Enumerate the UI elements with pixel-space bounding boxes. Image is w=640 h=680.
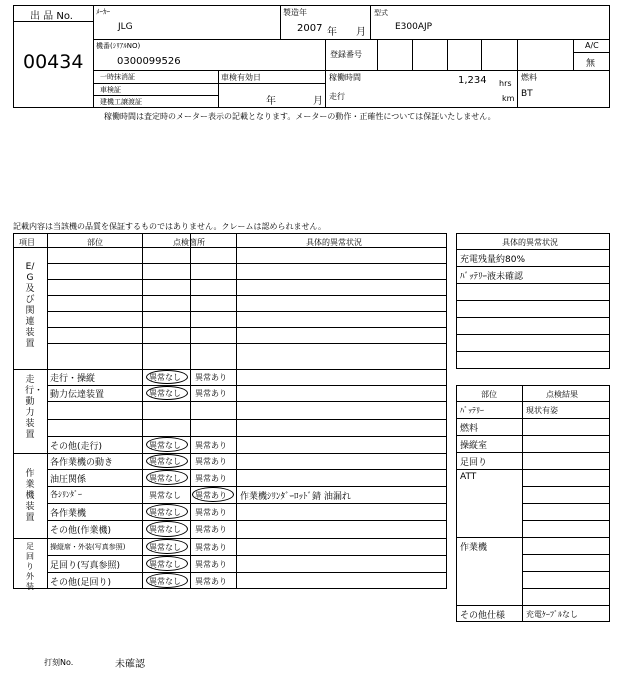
year-unit: 年 <box>327 27 337 38</box>
row-detail: 作業機ｼﾘﾝﾀﾞｰﾛｯﾄﾞ錆 油漏れ <box>240 492 351 502</box>
row-abnormal: 異常あり <box>195 389 227 398</box>
check-part: 操縦室 <box>460 441 488 451</box>
row-part: その他(走行) <box>50 442 103 452</box>
check-result: 充電ｹｰﾌﾞﾙなし <box>526 610 578 619</box>
hours-value: 1,234 <box>458 75 487 86</box>
row-normal: 異常なし <box>149 543 181 552</box>
row-abnormal: 異常あり <box>195 457 227 466</box>
row-normal: 異常なし <box>149 508 181 517</box>
disclaimer: 記載内容は当該機の品質を保証するものではありません。クレームは認められません。 <box>13 222 326 231</box>
check-part: 作業機 <box>460 543 488 553</box>
row-part: 各作業機の動き <box>50 458 114 468</box>
group-label-undercarriage: 足回り外装 <box>26 542 34 591</box>
row-normal: 異常なし <box>149 525 181 534</box>
row-part: その他(作業機) <box>50 526 112 536</box>
row-abnormal: 異常あり <box>195 474 227 483</box>
group-label-engine: E/G及び関連装置 <box>25 262 35 349</box>
row-part: 各ｼﾘﾝﾀﾞｰ <box>50 490 82 499</box>
right-detail-line: ﾊﾞｯﾃﾘｰ液未確認 <box>460 272 524 282</box>
row-normal: 異常なし <box>149 577 181 586</box>
row-part: その他(足回り) <box>50 578 112 588</box>
model-label: 型式 <box>374 9 388 17</box>
row-normal: 異常なし <box>149 560 181 569</box>
ac-value: 無 <box>586 59 596 69</box>
right-detail-line: 充電残量約80% <box>460 255 526 265</box>
cert-transfer: 建機工譲渡証 <box>100 98 142 106</box>
row-abnormal: 異常あり <box>195 577 227 586</box>
month-unit: 月 <box>356 27 366 38</box>
inspection-month-unit: 月 <box>313 96 323 107</box>
lot-number: 00434 <box>23 51 84 73</box>
maker-label: ﾒｰｶｰ <box>96 8 110 16</box>
registration-label: 登録番号 <box>330 50 362 59</box>
right-detail-header: 具体的異常状況 <box>502 238 558 247</box>
model-value: E300AJP <box>395 22 433 32</box>
check-result: 現状有姿 <box>526 406 558 415</box>
check-header-part: 部位 <box>481 390 497 399</box>
ac-label: A/C <box>585 41 599 50</box>
row-part: 走行・操縦 <box>50 374 96 384</box>
row-normal: 異常なし <box>149 491 181 500</box>
col-header-detail: 具体的異常状況 <box>306 238 362 247</box>
row-abnormal: 異常あり <box>195 441 227 450</box>
travel-label: 走行 <box>329 92 345 101</box>
hours-label: 稼働時間 <box>329 73 361 82</box>
row-normal: 異常なし <box>149 373 181 382</box>
col-header-checkpoint: 点検箇所 <box>173 238 205 247</box>
row-normal: 異常なし <box>149 474 181 483</box>
row-abnormal: 異常あり <box>195 373 227 382</box>
row-normal: 異常なし <box>149 389 181 398</box>
row-part: 各作業機 <box>50 509 87 519</box>
inspection-year-unit: 年 <box>266 96 276 107</box>
check-part: ﾊﾞｯﾃﾘｰ <box>460 406 484 415</box>
stamp-value: 未確認 <box>115 659 145 670</box>
check-part: その他仕様 <box>460 611 506 621</box>
hours-note: 稼働時間は査定時のメーター表示の記載となります。メーターの動作・正確性については保証いたしません。 <box>104 112 496 121</box>
row-normal: 異常なし <box>149 441 181 450</box>
stamp-label: 打刻No. <box>44 658 74 667</box>
row-normal: 異常なし <box>149 457 181 466</box>
cert-vehicle-inspection: 車検証 <box>100 86 121 94</box>
fuel-label: 燃料 <box>521 73 537 82</box>
row-abnormal: 異常あり <box>195 560 227 569</box>
group-label-work: 作業機装置 <box>25 469 35 523</box>
cert-temp-deregistration: 一時抹消証 <box>100 73 135 81</box>
row-part: 動力伝達装置 <box>50 390 105 400</box>
row-part: 油圧関係 <box>50 475 87 485</box>
year-value: 2007 <box>297 23 323 34</box>
km-unit: km <box>502 94 515 103</box>
inspection-date-label: 車検有効日 <box>221 73 261 82</box>
hours-unit: hrs <box>499 79 512 88</box>
serial-value: 0300099526 <box>117 56 181 67</box>
row-part: 足回り(写真参照) <box>50 561 121 571</box>
fuel-value: BT <box>521 89 533 99</box>
group-label-drive: 走行・動力装置 <box>25 375 44 440</box>
lot-label: 出 品 No. <box>30 11 73 22</box>
row-abnormal: 異常あり <box>195 508 227 517</box>
check-part: ATT <box>460 472 477 482</box>
row-abnormal: 異常あり <box>195 543 227 552</box>
row-part: 操縦席・外装(写真参照) <box>50 543 126 551</box>
col-header-item: 項目 <box>19 238 35 247</box>
check-part: 足回り <box>460 458 488 468</box>
maker-value: JLG <box>118 22 133 32</box>
check-header-result: 点検結果 <box>546 390 578 399</box>
row-abnormal: 異常あり <box>195 491 227 500</box>
serial-label: 機番(ｼﾘｱﾙNO) <box>96 42 141 50</box>
row-abnormal: 異常あり <box>195 525 227 534</box>
check-part: 燃料 <box>460 424 479 434</box>
col-header-part: 部位 <box>87 238 103 247</box>
year-label: 製造年 <box>283 8 307 17</box>
